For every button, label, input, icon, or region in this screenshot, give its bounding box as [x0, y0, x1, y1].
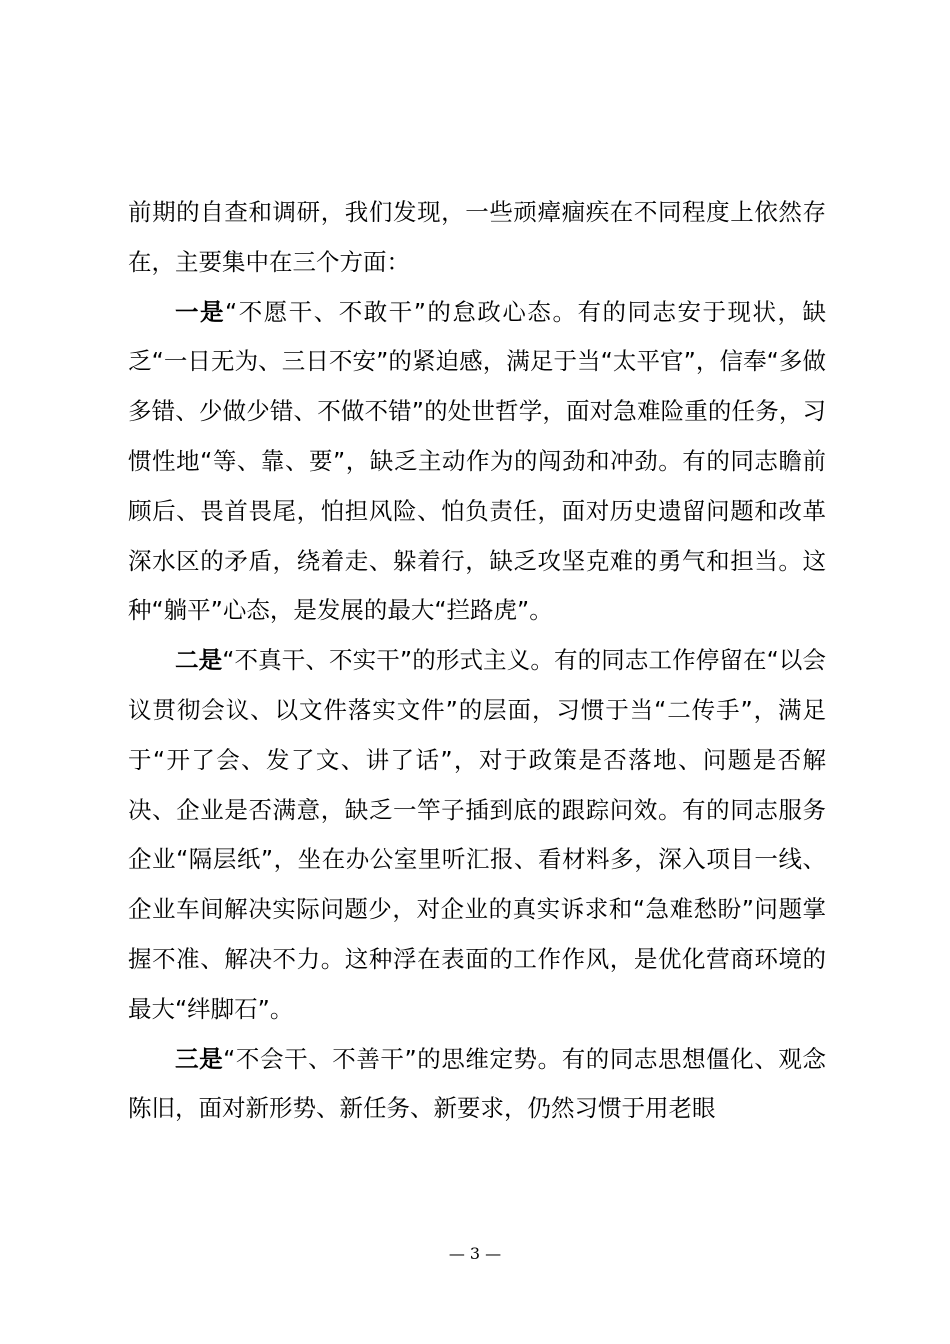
paragraph-three [128, 1035, 826, 1135]
paragraph-text: “不愿干、不敢干”的怠政心态。有的同志安于现状，缺乏“一日无为、三日不安”的紧迫感，满足于当“太平官”，信奉“多做多错、少做少错、不做不错”的处世哲学，面对急难险重的任务，习惯性地“等、靠、要”，缺乏主动作为的闯劲和冲劲。有的同志瞻前顾后、畏首畏尾，怕担风险、怕负责任，面对历史遗留问题和改革深水区的矛盾，绕着走、躲着行，缺乏攻坚克难的勇气和担当。这种“躺平”心态，是发展的最大“拦路虎”。 [128, 297, 826, 625]
paragraph-text: “不真干、不实干”的形式主义。有的同志工作停留在“以会议贯彻会议、以文件落实文件”的层面，习惯于当“二传手”，满足于“开了会、发了文、讲了话”，对于政策是否落地、问题是否解决、企业是否满意，缺乏一竿子插到底的跟踪问效。有的同志服务企业“隔层纸”，坐在办公室里听汇报、看材料多，深入项目一线、企业车间解决实际问题少，对企业的真实诉求和“急难愁盼”问题掌握不准、解决不力。这种浮在表面的工作作风，是优化营商环境的最大“绊脚石”。 [128, 646, 826, 1023]
paragraph-text: “不会干、不善干”的思维定势。有的同志思想僵化、观念陈旧，面对新形势、新任务、新要求，仍然习惯于用老眼 [128, 1044, 827, 1123]
paragraph-two [128, 636, 826, 1034]
page-number: — 3 — [448, 1244, 502, 1263]
paragraph-lead: 一是 [175, 297, 226, 326]
paragraph-lead: 三是 [175, 1044, 224, 1073]
paragraph-lead: 二是 [175, 646, 223, 675]
document-body [128, 188, 826, 1134]
continuation-paragraph: 前期的自查和调研，我们发现，一些顽瘴痼疾在不同程度上依然存在，主要集中在三个方面： [128, 198, 826, 276]
paragraph-one [128, 288, 826, 637]
